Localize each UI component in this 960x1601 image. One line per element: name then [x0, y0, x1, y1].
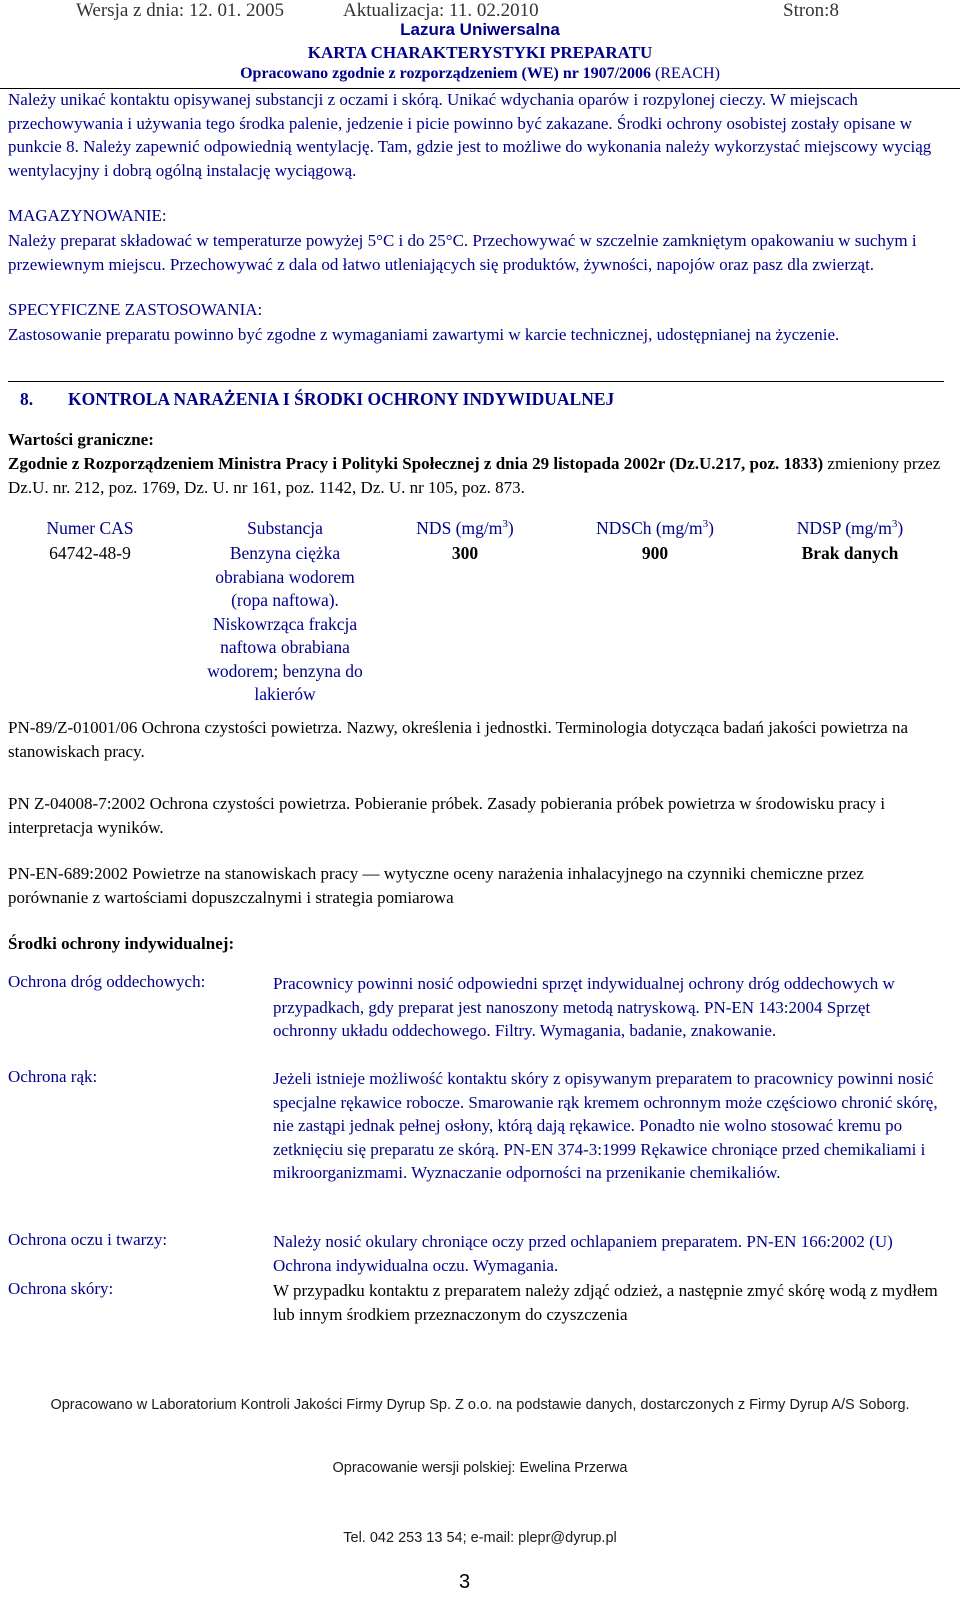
reach-suffix: (REACH) — [651, 65, 720, 82]
standard-item: PN-89/Z-01001/06 Ochrona czystości powietrza. Nazwy, określenia i jednostki. Terminologia dotycząca badań jakości powietrza na stanowiskach pracy. — [8, 718, 908, 761]
update-date: Aktualizacja: 11. 02.2010 — [343, 0, 539, 21]
limit-values-heading: Wartości graniczne: — [8, 430, 154, 449]
specific-uses-paragraph: Zastosowanie preparatu powinno być zgodne z wymaganiami zawartymi w karcie technicznej, udostępnianej na życzenie. — [8, 325, 840, 344]
standard-item: PN-EN-689:2002 Powietrze na stanowiskach pracy — wytyczne oceny narażenia inhalacyjnego na czynniki chemiczne przez porównanie z wartościami dopuszczalnymi i strategia pomiarowa — [8, 864, 864, 907]
specific-uses-heading: SPECYFICZNE ZASTOSOWANIA: — [8, 300, 263, 319]
section-8-title — [8, 389, 614, 410]
reach-prefix: Opracowano zgodnie z rozporządzeniem (WE) nr 1907/2006 — [240, 65, 652, 82]
reach-notice — [0, 65, 960, 83]
footer-translator: Opracowanie wersji polskiej: Ewelina Przerwa — [332, 1460, 628, 1476]
section-number: 8. — [20, 389, 34, 409]
header-nds: NDS $(mg/m^3)$ — [416, 518, 514, 538]
footer-lab-note: Opracowano w Laboratorium Kontroli Jakości Firmy Dyrup Sp. Z o.o. na podstawie danych, dostarczonych z Firmy Dyrup A/S Soborg. — [50, 1397, 910, 1413]
regulation-rest: zmieniony przez Dz.U. nr. 212, poz. 1769, Dz. U. nr 161, poz. 1142, Dz. U. nr 105, poz. 873. — [8, 454, 941, 497]
page-count: Stron:8 — [783, 0, 839, 21]
product-name: Lazura Uniwersalna — [400, 20, 560, 39]
standard-item: PN Z-04008-7:2002 Ochrona czystości powietrza. Pobieranie próbek. Zasady pobierania próbek powietrza w środowisku pracy i interpretacja wyników. — [8, 794, 886, 837]
regulation-bold: Zgodnie z Rozporządzeniem Ministra Pracy i Polityki Społecznej z dnia 29 listopada 2002r (Dz.U.217, poz. 1833) — [8, 454, 824, 473]
cell-ndsp: Brak danych — [801, 543, 899, 563]
skin-text: W przypadku kontaktu z preparatem należy zdjąć odzież, a następnie zmyć skórę wodą z mydłem lub innym środkiem przeznaczonym do czyszczenia — [273, 1281, 938, 1324]
hands-text: Jeżeli istnieje możliwość kontaktu skóry z opisywanym preparatem to pracownicy powinni nosić specjalne rękawice robocze. Smarowanie rąk kremem ochronnym może częściowo chronić skórę, nie zastąpi jednak pełnej osłony, którą dają rękawice. Ponadto nie wolno stosować kremu po zetknięciu się preparatu ze skórą. PN-EN 374-3:1999 Rękawice chroniące przed chemikaliami i mikroorganizmami. Wyznaczanie odporności na przenikanie chemikaliów. — [273, 1069, 938, 1182]
header-ndsch: NDSCh $(mg/m^3)$ — [596, 518, 714, 538]
cell-substance: Benzyna ciężka obrabiana wodorem (ropa naftowa). Niskowrząca frakcja naftowa obrabiana wodorem; benzyna do lakierów — [207, 543, 363, 704]
header-cas: Numer CAS — [46, 518, 134, 538]
section-title-text: KONTROLA NARAŻENIA I ŚRODKI OCHRONY INDYWIDUALNEJ — [68, 389, 615, 409]
regulation-paragraph — [8, 452, 943, 499]
cell-ndsch: 900 — [641, 543, 669, 563]
header-ndsp: NDSP $(mg/m^3)$ — [796, 518, 904, 538]
eyes-text: Należy nosić okulary chroniące oczy przed ochlapaniem preparatem. PN-EN 166:2002 (U) Ochrona indywidualna oczu. Wymagania. — [273, 1232, 893, 1275]
page-number: 3 — [459, 1571, 471, 1593]
storage-heading: MAGAZYNOWANIE: — [8, 206, 167, 225]
cell-nds: 300 — [451, 543, 479, 563]
document-title: KARTA CHARAKTERYSTYKI PREPARATU — [307, 43, 653, 62]
respiratory-text: Pracownicy powinni nosić odpowiedni sprzęt indywidualnej ochrony dróg oddechowych w przypadkach, gdy preparat jest nanoszony metodą natryskową. PN-EN 143:2004 Sprzęt ochronny układu oddechowego. Filtry. Wymagania, badanie, znakowanie. — [273, 974, 895, 1040]
hands-label: Ochrona rąk: — [8, 1067, 98, 1086]
header-substance: Substancja — [247, 518, 323, 538]
ppe-heading: Środki ochrony indywidualnej: — [8, 934, 235, 953]
handling-paragraph: Należy unikać kontaktu opisywanej substancji z oczami i skórą. Unikać wdychania oparów i rozpylonej cieczy. W miejscach przechowywania i używania tego środka palenie, jedzenie i picie powinno być zakazane. Środki ochrony osobistej zostały opisane w punkcie 8. Należy zapewnić odpowiednią wentylację. Tam, gdzie jest to możliwe do wykonania należy wykorzystać miejscowy wyciąg wentylacyjny i dobrą ogólną instalację wyciągową. — [8, 90, 932, 180]
eyes-label: Ochrona oczu i twarzy: — [8, 1230, 168, 1249]
storage-paragraph: Należy preparat składować w temperaturze powyżej 5°C i do 25°C. Przechowywać w szczelnie zamkniętym opakowaniu w suchym i przewiewnym miejscu. Przechowywać z dala od łatwo utleniających się produktów, żywności, napojów oraz pasz dla zwierząt. — [8, 231, 917, 274]
cell-cas: 64742-48-9 — [49, 543, 131, 563]
respiratory-label: Ochrona dróg oddechowych: — [8, 972, 206, 991]
skin-label: Ochrona skóry: — [8, 1279, 114, 1298]
version-date: Wersja z dnia: 12. 01. 2005 — [76, 0, 284, 21]
document-header-top — [0, 0, 960, 20]
footer-contact: Tel. 042 253 13 54; e-mail: plepr@dyrup.pl — [343, 1530, 617, 1546]
section-divider — [8, 381, 944, 382]
